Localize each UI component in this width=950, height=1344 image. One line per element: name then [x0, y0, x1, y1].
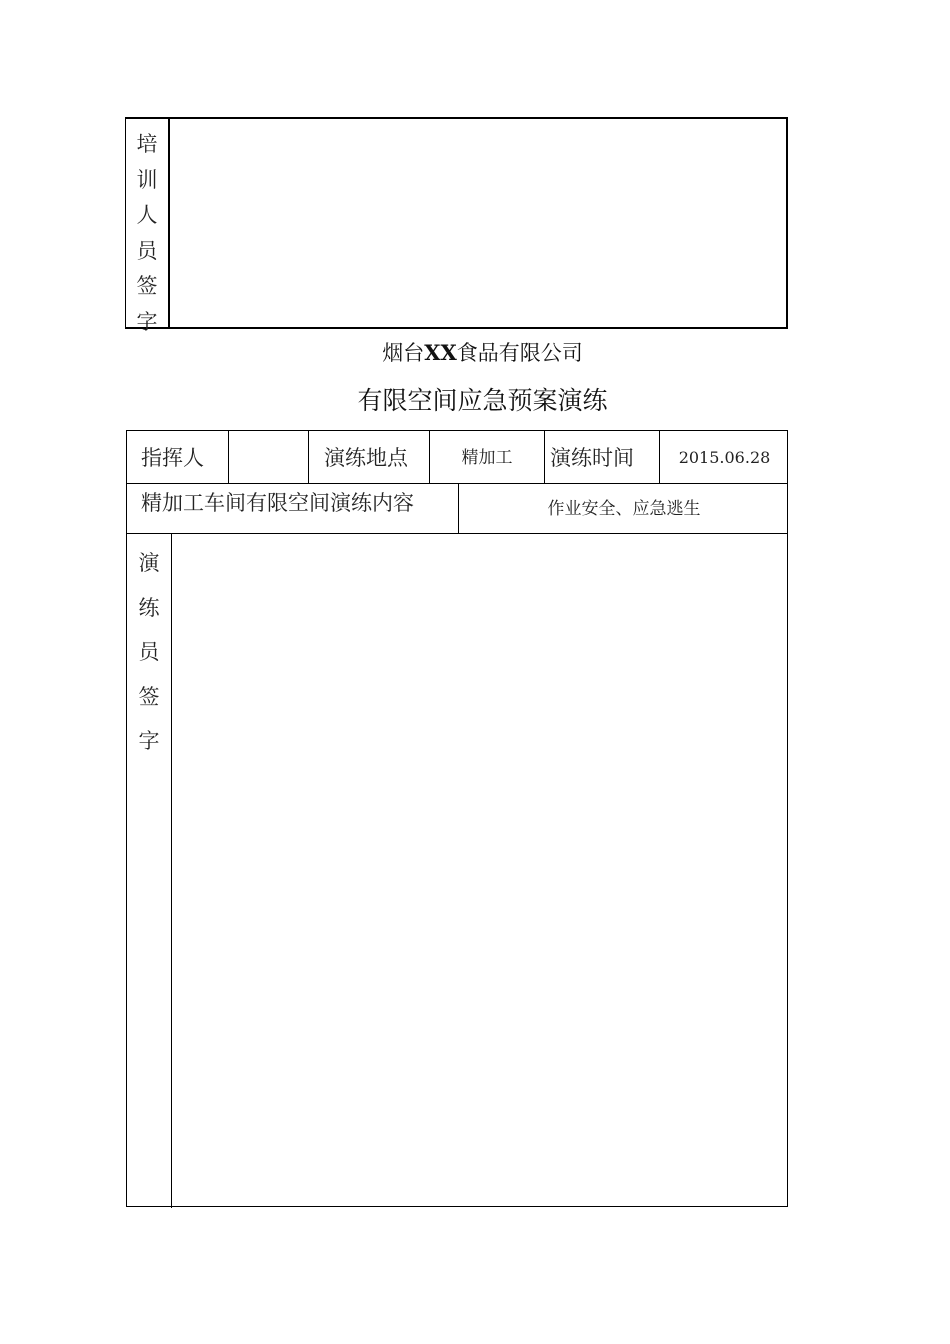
document-title: 有限空间应急预案演练 — [357, 386, 608, 415]
label-char: 签 — [136, 274, 158, 298]
label-char: 员 — [138, 640, 160, 664]
label-char: 人 — [136, 203, 158, 227]
location-value[interactable]: 精加工 — [461, 448, 513, 468]
label-char: 字 — [138, 729, 160, 753]
company-bold: XX — [424, 340, 457, 365]
time-value[interactable]: 2015.06.28 — [678, 448, 771, 467]
training-signature-table — [125, 117, 788, 334]
label-char: 员 — [136, 238, 158, 263]
label-char: 练 — [138, 595, 160, 620]
drill-signature-label-cell — [127, 533, 171, 1208]
label-char: 字 — [136, 309, 158, 334]
training-signature-area[interactable] — [170, 119, 786, 327]
label-char: 签 — [138, 684, 160, 709]
drill-content-label: 精加工车间有限空间演练内容 — [141, 491, 414, 515]
training-signature-label-cell — [126, 119, 170, 334]
location-label: 演练地点 — [324, 446, 408, 470]
drill-content-value[interactable]: 作业安全、应急逃生 — [547, 499, 701, 519]
commander-label: 指挥人 — [141, 446, 204, 470]
label-char: 演 — [138, 551, 160, 575]
drill-signature-label — [127, 541, 171, 764]
drill-signature-area[interactable] — [172, 534, 787, 1206]
training-signature-label — [126, 127, 168, 340]
label-char: 训 — [136, 167, 158, 192]
time-label: 演练时间 — [550, 446, 634, 470]
drill-table — [126, 430, 788, 1207]
commander-value[interactable] — [229, 431, 308, 483]
company-name — [300, 336, 665, 370]
company-suffix: 食品有限公司 — [456, 341, 583, 365]
company-prefix: 烟台 — [382, 341, 425, 365]
label-char: 培 — [136, 132, 158, 156]
